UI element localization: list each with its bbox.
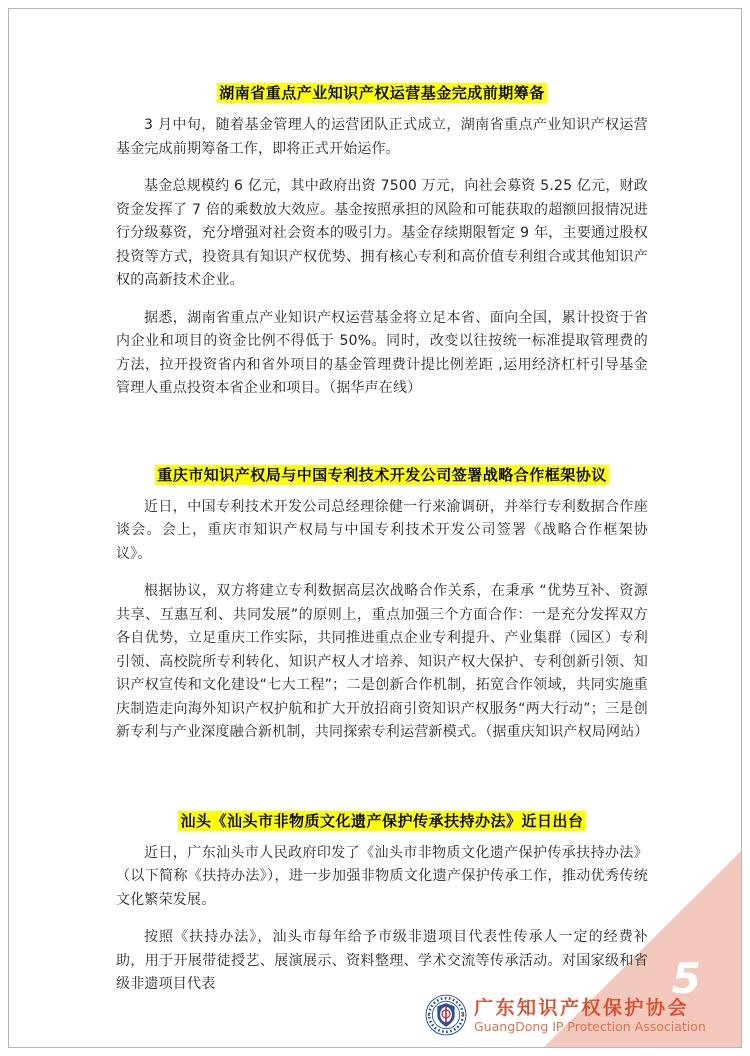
paragraph: 3 月中旬，随着基金管理人的运营团队正式成立，湖南省重点产业知识产权运营基金完成前期筹备工作，即将正式开始运作。	[116, 117, 648, 157]
highlighted-headline: 湖南省重点产业知识产权运营基金完成前期筹备	[219, 84, 545, 102]
news-section-shantou-measures	[116, 811, 648, 997]
news-section-chongqing-agreement	[116, 465, 648, 745]
page-content	[116, 83, 648, 1011]
paragraph: 近日，广东汕头市人民政府印发了《汕头市非物质文化遗产保护传承扶持办法》（以下简称《扶持办法》），进一步加强非物质文化遗产保护传承工作，推动优秀传统文化繁荣发展。	[116, 844, 648, 908]
section-title	[116, 83, 648, 104]
org-name-en: GuangDong IP Protection Association	[474, 1018, 706, 1034]
paragraph: 根据协议，双方将建立专利数据高层次战略合作关系，在秉承 “优势互补、资源共享、互惠互利、共同发展”的原则上，重点加强三个方面合作：一是充分发挥双方各自优势，立足重庆工作实际，共同推进重点企业专利提升、产业集群（园区）专利引领、高校院所专利转化、知识产权人才培养、知识产权大保护、专利创新引领、知识产权宣传和文化建设“七大工程”；二是创新合作机制，拓宽合作领域，共同实施重庆制造走向海外知识产权护航和扩大开放招商引资知识产权服务“两大行动”；三是创新专利与产业深度融合新机制，共同探索专利运营新模式。（据重庆知识产权局网站）	[116, 583, 649, 740]
highlighted-headline: 汕头《汕头市非物质文化遗产保护传承扶持办法》近日出台	[180, 811, 584, 830]
paragraph: 近日，中国专利技术开发公司总经理徐健一行来渝调研，并举行专利数据合作座谈会。会上，重庆市知识产权局与中国专利技术开发公司签署《战略合作框架协议》。	[116, 498, 648, 562]
section-title	[116, 811, 648, 832]
association-emblem-icon	[425, 994, 467, 1036]
paragraph: 据悉，湖南省重点产业知识产权运营基金将立足本省、面向全国，累计投资于省内企业和项目的资金比例不得低于 50%。同时，改变以往按统一标准提取管理费的方法，拉开投资省内和省外项目的基金管理费计提比例差距 ,运用经济杠杆引导基金管理人重点投资本省企业和项目。（据华声在线）	[116, 309, 648, 396]
news-section-hunan-fund	[116, 83, 648, 401]
footer-brand	[425, 994, 706, 1036]
section-title	[116, 465, 648, 486]
paragraph: 基金总规模约 6 亿元，其中政府出资 7500 万元，向社会募资 5.25 亿元，财政资金发挥了 7 倍的乘数放大效应。基金按照承担的风险和可能获取的超额回报情况进行分级募资，充分增强对社会资本的吸引力。基金存续期限暂定 9 年，主要通过股权投资等方式，投资具有知识产权优势、拥有核心专利和高价值专利组合或其他知识产权的高新技术企业。	[116, 178, 648, 288]
org-name-cn: 广东知识产权保护协会	[474, 996, 690, 1019]
document-page	[8, 8, 742, 1048]
paragraph: 按照《扶持办法》，汕头市每年给予市级非遗项目代表性传承人一定的经费补助，用于开展带徒授艺、展演展示、资料整理、学术交流等传承活动。对国家级和省级非遗项目代表	[116, 929, 648, 992]
page-number: 5	[671, 954, 701, 1003]
highlighted-headline: 重庆市知识产权局与中国专利技术开发公司签署战略合作框架协议	[157, 465, 607, 484]
